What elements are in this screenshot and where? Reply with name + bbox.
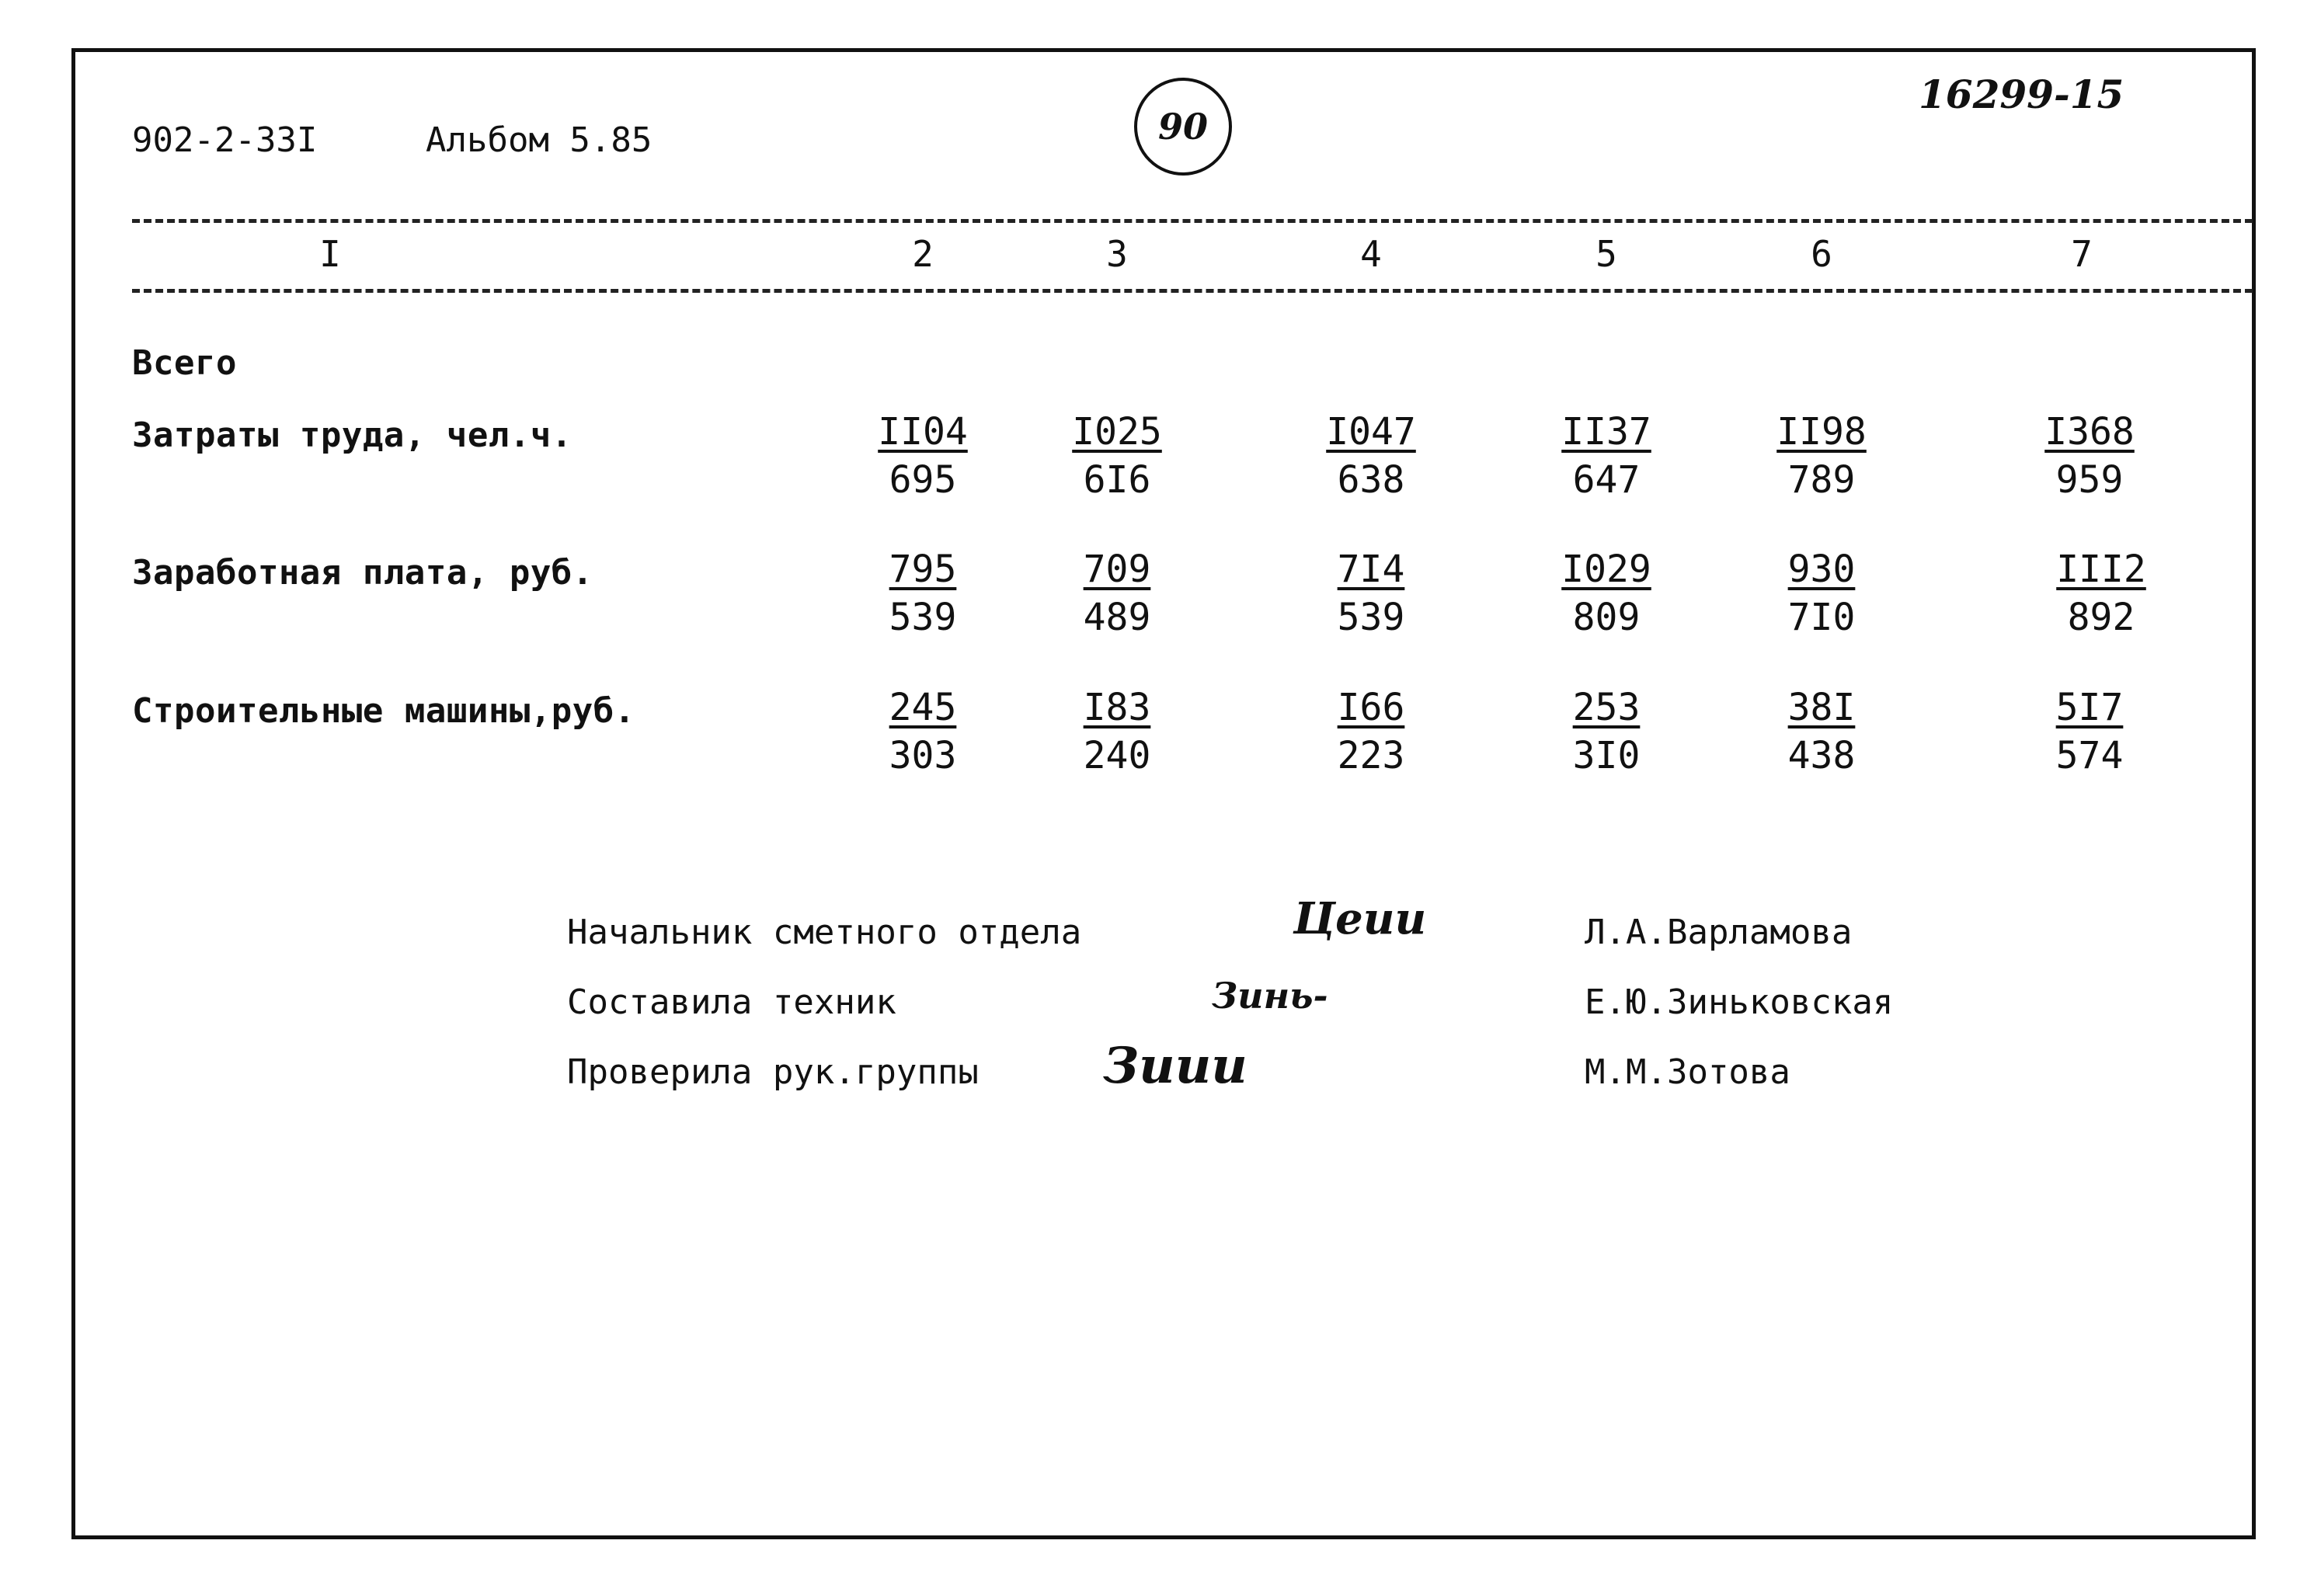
cell-top-value: I66 [1337,686,1405,729]
cell-bottom-value: 303 [889,734,957,777]
cell-top-value: 253 [1572,686,1641,729]
table-cell [857,683,989,780]
cell-bottom-value: 638 [1337,458,1405,502]
cell-top-value: I025 [1072,410,1162,454]
cell-top-value: 930 [1787,548,1856,591]
cell-top-value: 7I4 [1337,548,1405,591]
column-header-7: 7 [2071,233,2093,275]
signature-scrawl-head: Цеии [1293,893,1427,944]
column-header-5: 5 [1595,233,1617,275]
table-cell [1756,545,1888,642]
cell-top-value: II37 [1561,410,1651,454]
cell-top-value: I029 [1561,548,1651,591]
cell-bottom-value: 6I6 [1083,458,1151,502]
cell-top-value: II04 [878,410,968,454]
table-cell [1756,408,1888,504]
signature-role-compiler: Составила техник [567,982,896,1022]
cell-top-value: 5I7 [2055,686,2124,729]
cell-bottom-value: 892 [2067,596,2135,639]
album-label: Альбом 5.85 [426,120,652,160]
column-header-1: I [319,233,341,275]
table-cell [1305,545,1437,642]
table-cell [1305,683,1437,780]
cell-bottom-value: 789 [1787,458,1856,502]
cell-bottom-value: 489 [1083,596,1151,639]
cell-top-value: 709 [1083,548,1151,591]
cell-bottom-value: 240 [1083,734,1151,777]
cell-top-value: 795 [889,548,957,591]
column-header-4: 4 [1360,233,1382,275]
page-number: 90 [1157,106,1208,148]
signature-scrawl-compiler: Зинь- [1212,975,1328,1017]
table-cell [857,408,989,504]
cell-bottom-value: 3I0 [1572,734,1641,777]
doc-code: 902-2-33I [132,120,318,160]
cell-bottom-value: 809 [1572,596,1641,639]
cell-top-value: 38I [1787,686,1856,729]
column-header-3: 3 [1106,233,1128,275]
table-cell [1540,408,1672,504]
column-header-2: 2 [912,233,934,275]
page-frame [71,48,2256,1539]
signature-role-checker: Проверила рук.группы [567,1052,979,1092]
page-number-stamp [1134,78,1232,176]
cell-bottom-value: 959 [2055,458,2124,502]
cell-bottom-value: 539 [889,596,957,639]
cell-top-value: I368 [2044,410,2135,454]
section-title: Всего [132,343,237,383]
cell-bottom-value: 539 [1337,596,1405,639]
row-label-labor: Затраты труда, чел.ч. [132,416,572,455]
cell-top-value: 245 [889,686,957,729]
column-header-6: 6 [1811,233,1832,275]
signature-name-compiler: Е.Ю.Зиньковская [1585,982,1894,1022]
table-cell [2023,408,2156,504]
table-cell [1305,408,1437,504]
table-cell [1540,545,1672,642]
cell-bottom-value: 7I0 [1787,596,1856,639]
table-cell [1051,545,1183,642]
cell-bottom-value: 695 [889,458,957,502]
cell-bottom-value: 574 [2055,734,2124,777]
signature-scrawl-checker: Зиии [1103,1037,1247,1095]
cell-top-value: II98 [1776,410,1867,454]
signature-role-head: Начальник сметного отдела [567,913,1082,952]
header-top-rule [132,219,2253,223]
cell-bottom-value: 647 [1572,458,1641,502]
row-label-machines: Строительные машины,руб. [132,691,635,731]
table-cell [2023,683,2156,780]
row-label-wages: Заработная плата, руб. [132,553,593,593]
table-cell [1540,683,1672,780]
cell-bottom-value: 438 [1787,734,1856,777]
cell-top-value: I83 [1083,686,1151,729]
cell-top-value: I047 [1326,410,1416,454]
header-bottom-rule [132,289,2253,293]
signature-name-head: Л.А.Варламова [1585,913,1853,952]
cell-bottom-value: 223 [1337,734,1405,777]
table-cell [1051,408,1183,504]
table-cell [1051,683,1183,780]
table-cell [2035,545,2167,642]
table-cell [1756,683,1888,780]
table-cell [857,545,989,642]
signature-name-checker: М.М.Зотова [1585,1052,1790,1092]
cell-top-value: III2 [2056,548,2146,591]
archive-number: 16299-15 [1919,71,2124,117]
